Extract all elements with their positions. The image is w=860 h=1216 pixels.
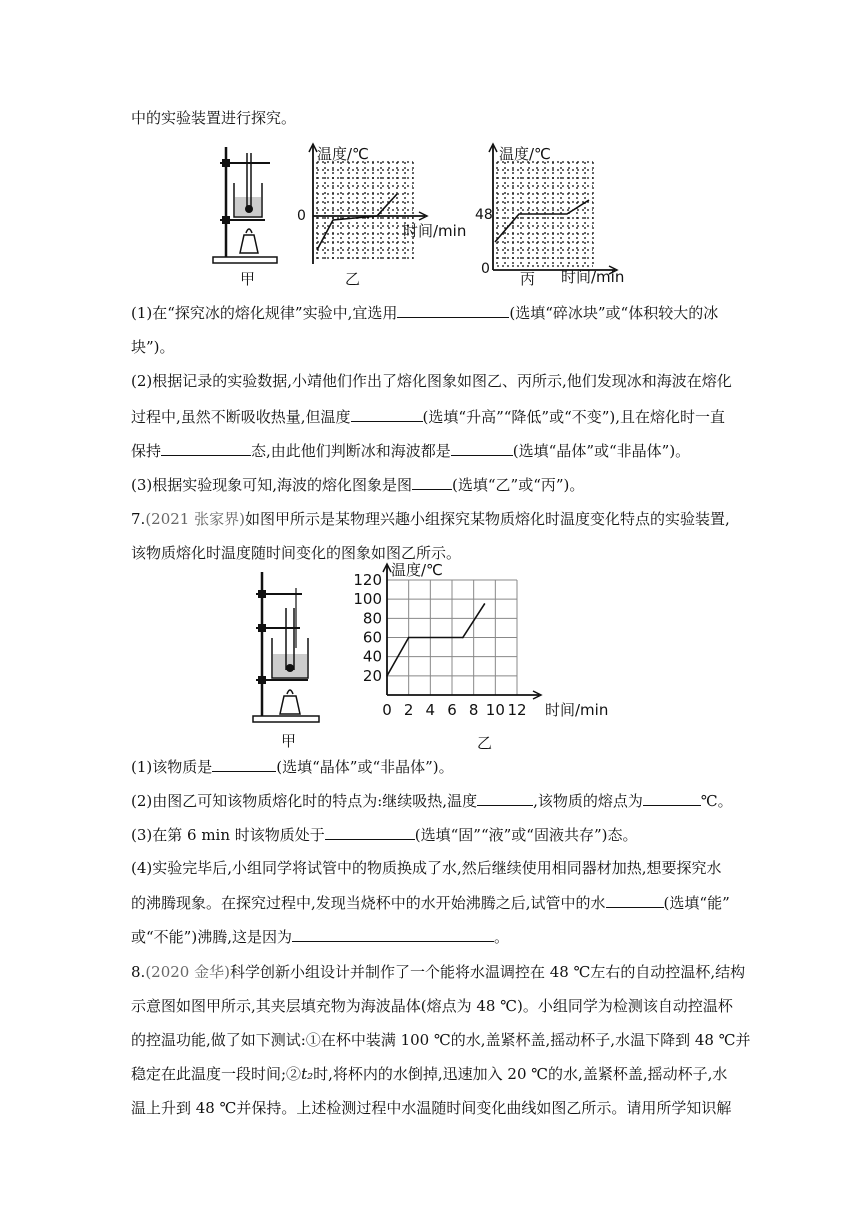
apparatus-jia-6 xyxy=(210,145,280,265)
figure-label-yi-7: 乙 xyxy=(477,734,493,752)
figure-label-yi-6: 乙 xyxy=(345,270,361,288)
q6-2-line1: (2)根据记录的实验数据,小靖他们作出了熔化图象如图乙、丙所示,他们发现冰和海波在熔化 xyxy=(131,372,732,390)
answer-blank[interactable] xyxy=(397,302,509,318)
q7-line1: 7.(2021 张家界)如图甲所示是某物理兴趣小组探究某物质熔化时温度变化特点的实验装置, xyxy=(131,510,730,528)
q7-4-line3: 或“不能”)沸腾,这是因为 。 xyxy=(131,928,509,946)
q7-line2: 该物质熔化时温度随时间变化的图象如图乙所示。 xyxy=(131,544,462,562)
q8-line5: 温上升到 48 ℃并保持。上述检测过程中水温随时间变化曲线如图乙所示。请用所学知识解 xyxy=(131,1099,732,1117)
data-point xyxy=(386,675,388,677)
y-tick-label: 120 xyxy=(353,571,382,589)
x-axis-label-bing: 时间/min xyxy=(561,268,625,286)
q6-3-line: (3)根据实验现象可知,海波的熔化图象是图 (选填“乙”或“丙”)。 xyxy=(131,476,585,494)
answer-blank[interactable] xyxy=(643,790,701,806)
q6-1-line1: (1)在“探究冰的熔化规律”实验中,宜选用 (选填“碎冰块”或“体积较大的冰 xyxy=(131,304,719,322)
y-tick-label: 20 xyxy=(362,666,382,685)
chart-yi-6 xyxy=(295,142,467,270)
answer-blank[interactable] xyxy=(325,824,415,840)
answer-blank[interactable] xyxy=(351,406,423,422)
y-tick-label: 100 xyxy=(353,590,382,609)
q8-line4: 稳定在此温度一段时间;②t₂时,将杯内的水倒掉,迅速加入 20 ℃的水,盖紧杯盖,摇动杯子,水 xyxy=(131,1065,728,1083)
x-tick-label: 6 xyxy=(447,701,457,719)
intro-line: 中的实验装置进行探究。 xyxy=(131,109,297,127)
q6-2-line2: 过程中,虽然不断吸收热量,但温度 (选填“升高”“降低”或“不变”),且在熔化时一直 xyxy=(131,408,726,426)
q6-2-line3: 保持 态,由此他们判断冰和海波都是 (选填“晶体”或“非晶体”)。 xyxy=(131,442,691,460)
x-tick-label: 10 xyxy=(485,701,505,719)
zero-label-bing: 0 xyxy=(481,261,490,277)
data-point xyxy=(484,603,486,605)
data-point xyxy=(462,637,464,639)
data-line xyxy=(387,604,485,676)
y-tick-label: 40 xyxy=(362,647,382,666)
y-tick-label: 80 xyxy=(362,609,382,628)
q7-3-line: (3)在第 6 min 时该物质处于 (选填“固”“液”或“固液共存”)态。 xyxy=(131,826,638,844)
answer-blank[interactable] xyxy=(451,440,513,456)
q8-line2: 示意图如图甲所示,其夹层填充物为海波晶体(熔点为 48 ℃)。小组同学为检测该自动控温杯 xyxy=(131,997,733,1015)
x-axis-label-yi: 时间/min xyxy=(403,222,467,240)
q7-1-line: (1)该物质是 (选填“晶体”或“非晶体”)。 xyxy=(131,758,454,776)
apparatus-jia-7 xyxy=(250,568,322,728)
figure-label-jia-6: 甲 xyxy=(240,270,256,288)
zero-label-yi: 0 xyxy=(297,208,306,224)
x-axis-label: 时间/min xyxy=(545,701,609,719)
answer-blank[interactable] xyxy=(161,440,251,456)
tick-48-label: 48 xyxy=(475,207,493,223)
x-tick-label: 0 xyxy=(382,701,392,719)
x-tick-label: 4 xyxy=(425,701,436,719)
q6-1-line2: 块”)。 xyxy=(131,338,175,356)
q8-line1: 8.(2020 金华)科学创新小组设计并制作了一个能将水温调控在 48 ℃左右的自动控温杯,结构 xyxy=(131,963,746,981)
answer-blank[interactable] xyxy=(292,926,494,942)
q8-line3: 的控温功能,做了如下测试:①在杯中装满 100 ℃的水,盖紧杯盖,摇动杯子,水温下降到 48 ℃并 xyxy=(131,1031,751,1049)
figure-label-jia-7: 甲 xyxy=(281,732,297,750)
q7-4-line2: 的沸腾现象。在探究过程中,发现当烧杯中的水开始沸腾之后,试管中的水 (选填“能” xyxy=(131,894,730,912)
answer-blank[interactable] xyxy=(212,756,276,772)
answer-blank[interactable] xyxy=(606,892,664,908)
x-tick-label: 8 xyxy=(468,701,479,719)
chart-bing-6 xyxy=(475,142,650,286)
answer-blank[interactable] xyxy=(477,790,533,806)
y-tick-label: 60 xyxy=(362,628,382,647)
q7-4-line1: (4)实验完毕后,小组同学将试管中的物质换成了水,然后继续使用相同器材加热,想要探究水 xyxy=(131,859,722,877)
figure-label-bing-6: 丙 xyxy=(520,270,536,288)
x-tick-label: 2 xyxy=(403,701,414,719)
answer-blank[interactable] xyxy=(412,474,452,490)
data-point xyxy=(408,637,410,639)
y-axis-label-yi: 温度/℃ xyxy=(317,145,369,163)
chart-yi-7 xyxy=(355,560,615,735)
x-tick-label: 12 xyxy=(507,701,527,719)
y-axis-label-bing: 温度/℃ xyxy=(499,145,551,163)
q7-2-line: (2)由图乙可知该物质熔化时的特点为:继续吸热,温度 ,该物质的熔点为 ℃。 xyxy=(131,792,733,810)
y-axis-label: 温度/℃ xyxy=(391,561,443,579)
